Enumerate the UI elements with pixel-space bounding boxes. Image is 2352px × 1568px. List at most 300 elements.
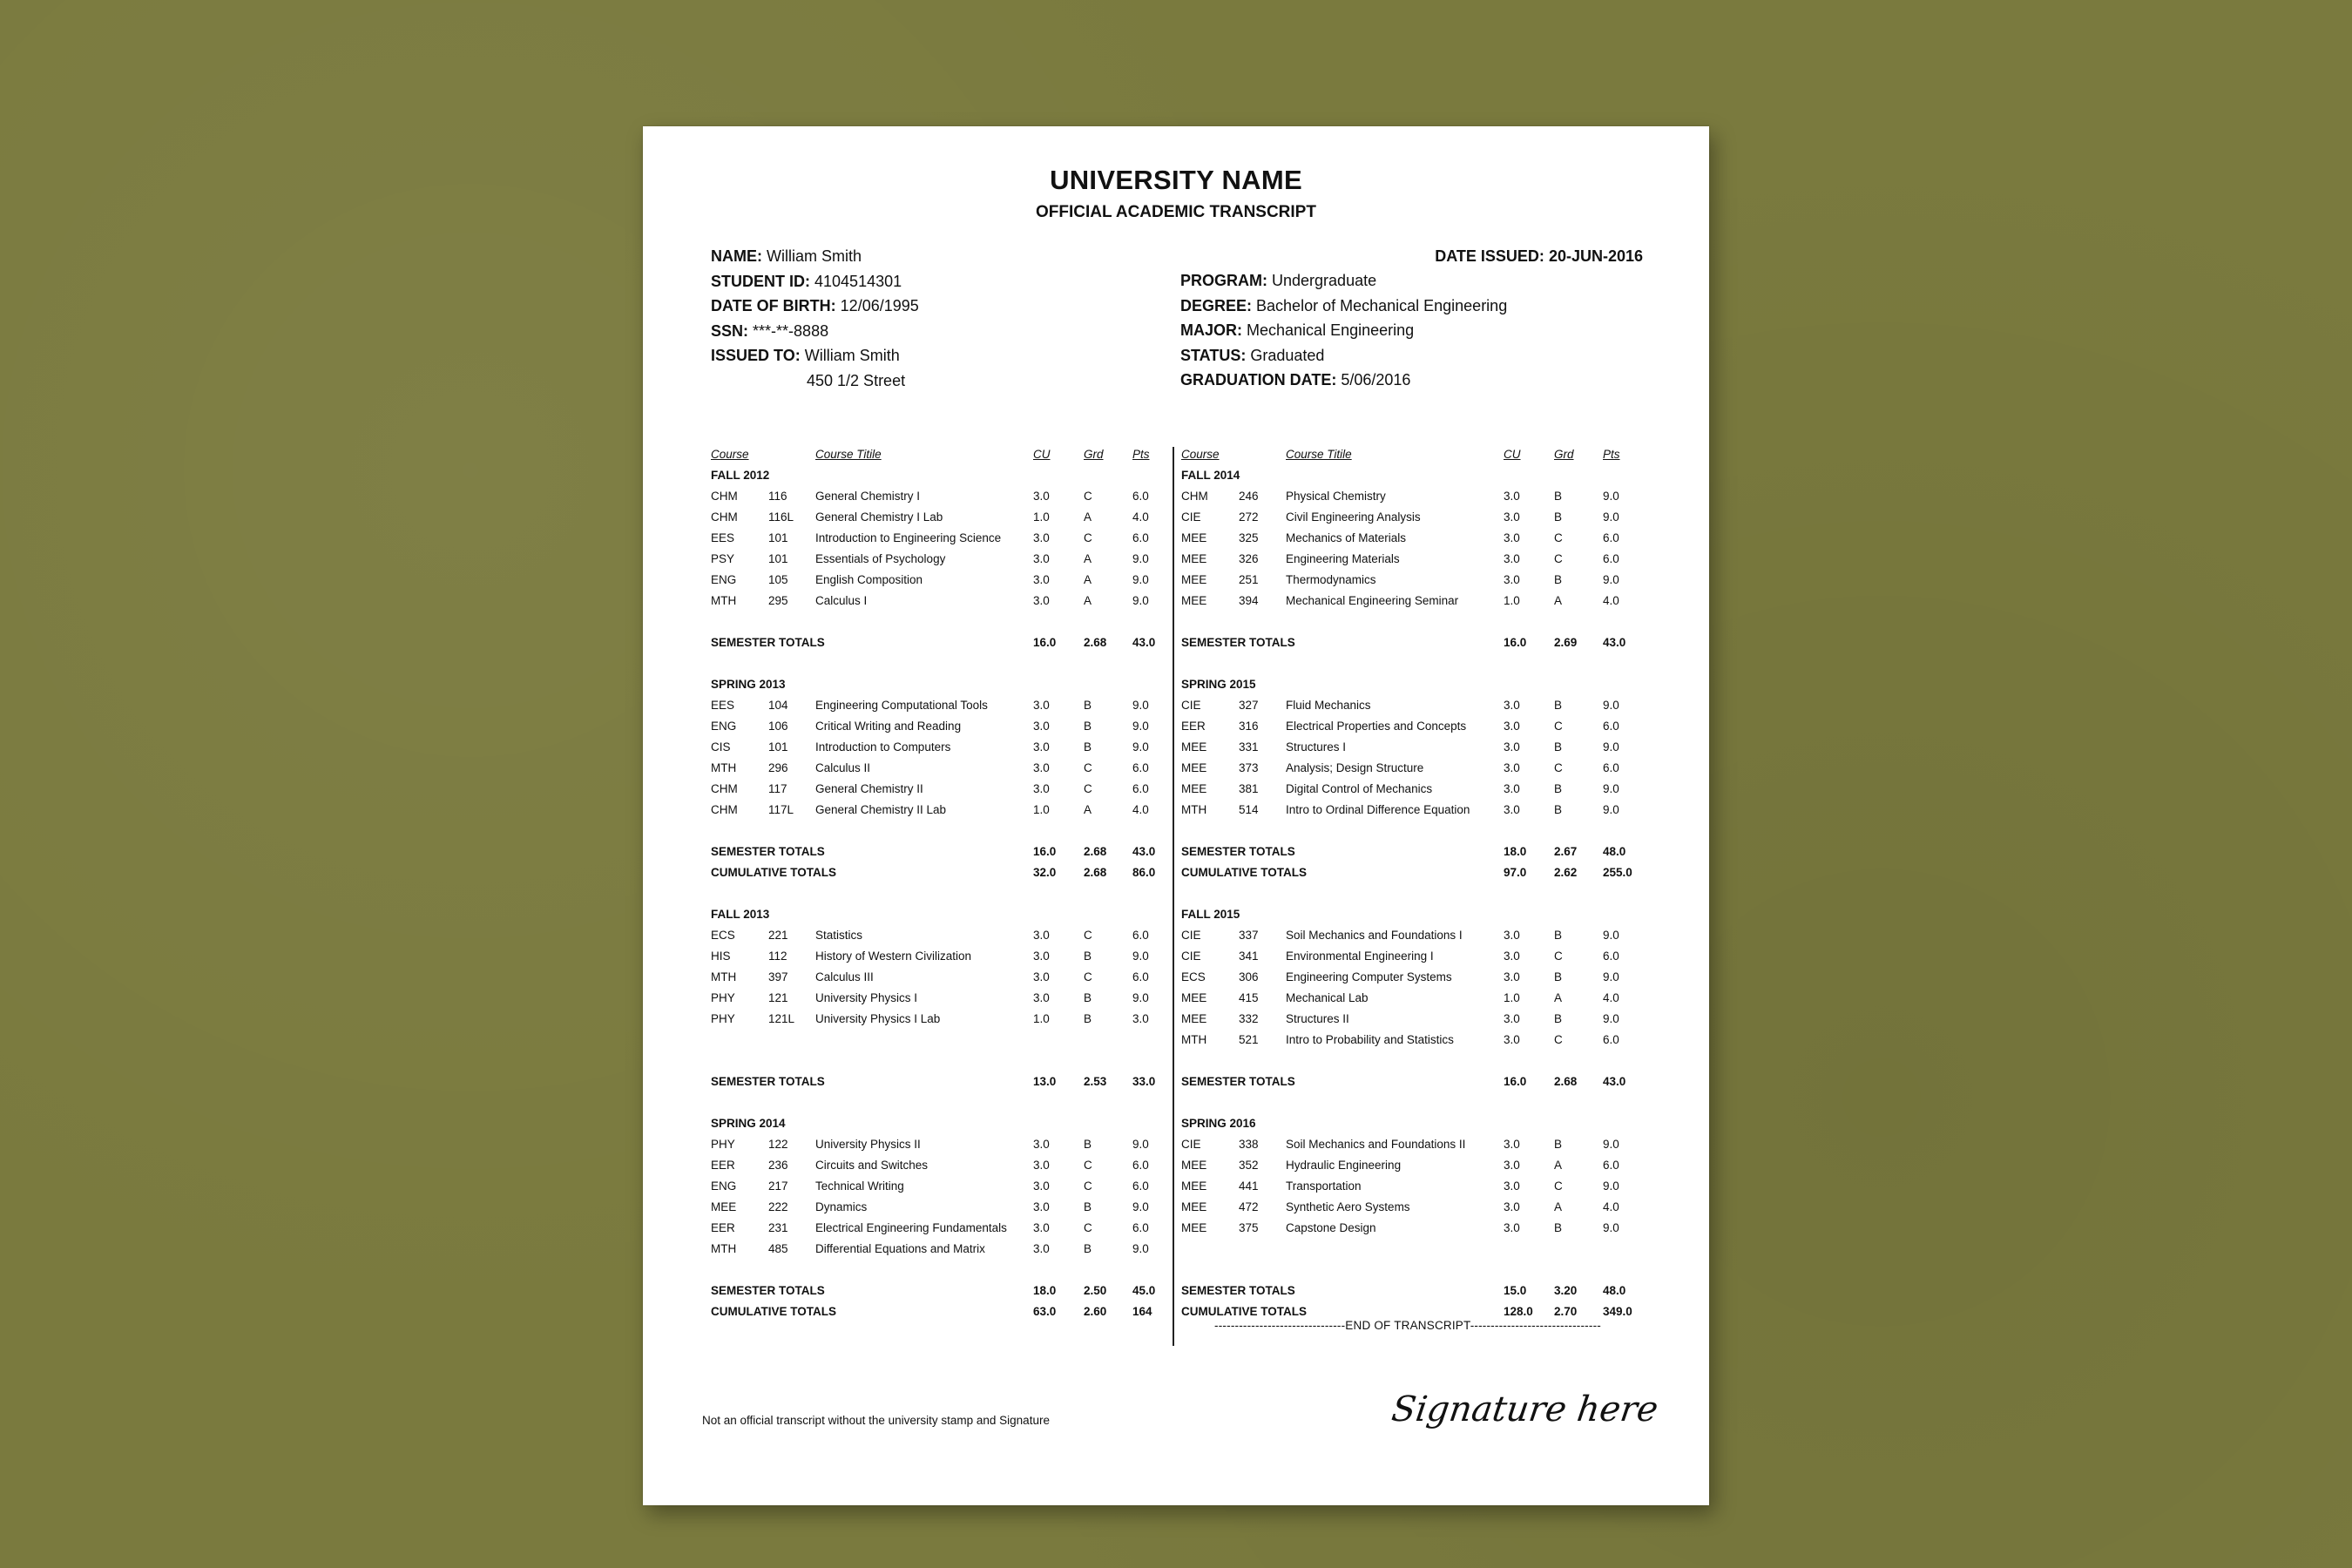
course-grade: C xyxy=(1554,761,1563,774)
course-points: 6.0 xyxy=(1603,1159,1619,1172)
totals-points: 255.0 xyxy=(1603,866,1632,879)
course-points: 9.0 xyxy=(1603,510,1619,524)
course-cu: 3.0 xyxy=(1033,720,1050,733)
course-row xyxy=(1181,779,1634,800)
course-row xyxy=(1181,1134,1634,1155)
term-heading xyxy=(711,674,1164,695)
course-row xyxy=(711,967,1164,988)
totals-label: SEMESTER TOTALS xyxy=(1181,845,1295,858)
course-subject: ENG xyxy=(711,1179,737,1193)
course-number: 122 xyxy=(768,1138,788,1151)
course-cu: 1.0 xyxy=(1033,510,1050,524)
dob-row: DATE OF BIRTH: 12/06/1995 xyxy=(711,297,919,315)
totals-gpa: 2.60 xyxy=(1084,1305,1107,1318)
totals-gpa: 2.68 xyxy=(1084,636,1107,649)
course-row xyxy=(711,486,1164,507)
course-cu: 3.0 xyxy=(1504,699,1520,712)
column-divider xyxy=(1173,447,1174,1346)
spacer xyxy=(1181,653,1634,674)
course-title: Dynamics xyxy=(815,1200,868,1213)
course-row xyxy=(1181,1218,1634,1239)
course-grade: C xyxy=(1084,761,1092,774)
course-subject: EER xyxy=(711,1221,735,1234)
transcript-document xyxy=(643,126,1709,1505)
course-title: Soil Mechanics and Foundations II xyxy=(1286,1138,1466,1151)
totals-cu: 18.0 xyxy=(1033,1284,1057,1297)
header-grd: Grd xyxy=(1084,448,1104,461)
spacer xyxy=(1181,1239,1634,1260)
course-grade: B xyxy=(1554,740,1563,754)
course-row xyxy=(711,988,1164,1009)
header-course: Course xyxy=(1181,448,1220,461)
course-row xyxy=(1181,800,1634,821)
course-subject: ECS xyxy=(1181,970,1206,983)
course-number: 331 xyxy=(1239,740,1259,754)
graduation-date: 5/06/2016 xyxy=(1341,371,1411,389)
course-subject: MEE xyxy=(1181,1159,1207,1172)
course-number: 397 xyxy=(768,970,788,983)
course-grade: C xyxy=(1554,552,1563,565)
spacer xyxy=(1181,821,1634,841)
course-title: General Chemistry II Lab xyxy=(815,803,947,816)
totals-label: SEMESTER TOTALS xyxy=(711,845,825,858)
program: Undergraduate xyxy=(1272,272,1377,289)
course-row xyxy=(711,946,1164,967)
course-title: English Composition xyxy=(815,573,923,586)
term-name: SPRING 2014 xyxy=(711,1117,786,1130)
course-title: Calculus II xyxy=(815,761,871,774)
course-cu: 3.0 xyxy=(1033,950,1050,963)
course-title: University Physics I xyxy=(815,991,918,1004)
totals-cu: 32.0 xyxy=(1033,866,1057,879)
course-number: 217 xyxy=(768,1179,788,1193)
course-title: Structures I xyxy=(1286,740,1347,754)
header-title: Course Titile xyxy=(815,448,882,461)
course-number: 316 xyxy=(1239,720,1259,733)
course-subject: CIE xyxy=(1181,699,1201,712)
course-title: Fluid Mechanics xyxy=(1286,699,1371,712)
course-number: 472 xyxy=(1239,1200,1259,1213)
course-title: Civil Engineering Analysis xyxy=(1286,510,1421,524)
course-grade: B xyxy=(1084,1138,1092,1151)
totals-row xyxy=(1181,632,1634,653)
totals-row xyxy=(1181,1071,1634,1092)
issued-to: William Smith xyxy=(804,347,900,365)
course-points: 6.0 xyxy=(1132,761,1149,774)
course-subject: MEE xyxy=(1181,1012,1207,1025)
course-cu: 3.0 xyxy=(1504,1200,1520,1213)
course-title: General Chemistry II xyxy=(815,782,923,795)
course-grade: B xyxy=(1554,490,1563,503)
course-points: 9.0 xyxy=(1132,594,1149,607)
course-points: 9.0 xyxy=(1603,1221,1619,1234)
course-points: 6.0 xyxy=(1132,490,1149,503)
course-number: 251 xyxy=(1239,573,1259,586)
totals-points: 86.0 xyxy=(1132,866,1156,879)
spacer xyxy=(1181,1051,1634,1071)
totals-points: 349.0 xyxy=(1603,1305,1632,1318)
course-row xyxy=(711,925,1164,946)
term-heading xyxy=(711,465,1164,486)
totals-label: SEMESTER TOTALS xyxy=(1181,1284,1295,1297)
course-points: 9.0 xyxy=(1132,991,1149,1004)
course-number: 441 xyxy=(1239,1179,1259,1193)
course-number: 105 xyxy=(768,573,788,586)
course-row xyxy=(1181,1155,1634,1176)
course-cu: 3.0 xyxy=(1504,761,1520,774)
course-points: 4.0 xyxy=(1132,510,1149,524)
header-cu: CU xyxy=(1504,448,1521,461)
header-title: Course Titile xyxy=(1286,448,1352,461)
course-cu: 3.0 xyxy=(1504,1012,1520,1025)
course-title: University Physics I Lab xyxy=(815,1012,941,1025)
totals-row xyxy=(711,841,1164,862)
totals-row xyxy=(1181,841,1634,862)
totals-gpa: 2.68 xyxy=(1084,866,1107,879)
course-grade: B xyxy=(1084,740,1092,754)
course-grade: A xyxy=(1554,1159,1563,1172)
course-subject: MEE xyxy=(1181,761,1207,774)
course-cu: 3.0 xyxy=(1033,1179,1050,1193)
course-number: 101 xyxy=(768,740,788,754)
course-cu: 3.0 xyxy=(1033,782,1050,795)
course-cu: 3.0 xyxy=(1504,573,1520,586)
course-points: 6.0 xyxy=(1132,970,1149,983)
column-header-row xyxy=(1181,444,1634,465)
course-number: 415 xyxy=(1239,991,1259,1004)
header-course: Course xyxy=(711,448,749,461)
course-subject: MTH xyxy=(711,970,737,983)
course-row xyxy=(711,1155,1164,1176)
course-grade: A xyxy=(1084,594,1092,607)
course-title: Transportation xyxy=(1286,1179,1362,1193)
course-cu: 3.0 xyxy=(1504,1138,1520,1151)
course-grade: B xyxy=(1554,1221,1563,1234)
course-points: 9.0 xyxy=(1603,490,1619,503)
course-grade: C xyxy=(1554,1179,1563,1193)
totals-cu: 16.0 xyxy=(1033,845,1057,858)
course-number: 514 xyxy=(1239,803,1259,816)
course-title: Structures II xyxy=(1286,1012,1349,1025)
course-cu: 3.0 xyxy=(1504,740,1520,754)
course-number: 325 xyxy=(1239,531,1259,544)
course-subject: MEE xyxy=(1181,782,1207,795)
course-cu: 3.0 xyxy=(1504,1221,1520,1234)
course-subject: MTH xyxy=(711,761,737,774)
course-points: 6.0 xyxy=(1132,531,1149,544)
course-cu: 3.0 xyxy=(1033,594,1050,607)
term-heading xyxy=(1181,465,1634,486)
course-points: 9.0 xyxy=(1603,929,1619,942)
course-title: Physical Chemistry xyxy=(1286,490,1386,503)
course-title: Differential Equations and Matrix xyxy=(815,1242,985,1255)
course-points: 4.0 xyxy=(1603,1200,1619,1213)
spacer xyxy=(711,1051,1164,1071)
course-row xyxy=(1181,946,1634,967)
program-info xyxy=(1180,268,1507,393)
term-heading xyxy=(1181,674,1634,695)
course-title: Thermodynamics xyxy=(1286,573,1376,586)
course-row xyxy=(711,1197,1164,1218)
course-title: Technical Writing xyxy=(815,1179,904,1193)
course-points: 6.0 xyxy=(1132,1179,1149,1193)
spacer xyxy=(711,883,1164,904)
course-title: Mechanical Engineering Seminar xyxy=(1286,594,1459,607)
course-number: 381 xyxy=(1239,782,1259,795)
course-title: Synthetic Aero Systems xyxy=(1286,1200,1410,1213)
graduation-row: GRADUATION DATE: 5/06/2016 xyxy=(1180,371,1411,389)
course-title: Engineering Computer Systems xyxy=(1286,970,1452,983)
totals-gpa: 2.53 xyxy=(1084,1075,1107,1088)
course-number: 521 xyxy=(1239,1033,1259,1046)
course-title: Engineering Computational Tools xyxy=(815,699,988,712)
course-subject: ENG xyxy=(711,720,737,733)
course-grade: B xyxy=(1554,699,1563,712)
course-grade: B xyxy=(1554,1138,1563,1151)
course-subject: CIE xyxy=(1181,929,1201,942)
course-row xyxy=(711,779,1164,800)
signature: Signature here xyxy=(1389,1389,1661,1429)
course-subject: MTH xyxy=(1181,1033,1207,1046)
course-number: 121L xyxy=(768,1012,795,1025)
term-heading xyxy=(1181,904,1634,925)
course-cu: 3.0 xyxy=(1033,1242,1050,1255)
course-subject: MEE xyxy=(1181,1221,1207,1234)
date-issued: 20-JUN-2016 xyxy=(1548,247,1643,265)
course-grade: C xyxy=(1084,970,1092,983)
course-number: 295 xyxy=(768,594,788,607)
course-cu: 1.0 xyxy=(1033,803,1050,816)
major-row: MAJOR: Mechanical Engineering xyxy=(1180,321,1415,340)
course-row xyxy=(711,1009,1164,1030)
term-name: FALL 2013 xyxy=(711,908,770,921)
totals-cu: 15.0 xyxy=(1504,1284,1527,1297)
course-number: 106 xyxy=(768,720,788,733)
course-row xyxy=(711,1176,1164,1197)
course-row xyxy=(1181,486,1634,507)
term-name: SPRING 2013 xyxy=(711,678,786,691)
course-title: Electrical Properties and Concepts xyxy=(1286,720,1467,733)
totals-points: 43.0 xyxy=(1132,636,1156,649)
course-points: 6.0 xyxy=(1603,531,1619,544)
course-grade: A xyxy=(1084,510,1092,524)
course-column-left xyxy=(711,444,1164,1322)
course-subject: PHY xyxy=(711,1138,735,1151)
course-grade: A xyxy=(1084,803,1092,816)
course-grade: C xyxy=(1084,1179,1092,1193)
student-id: 4104514301 xyxy=(814,272,902,290)
totals-gpa: 2.50 xyxy=(1084,1284,1107,1297)
course-points: 6.0 xyxy=(1132,782,1149,795)
course-title: Intro to Probability and Statistics xyxy=(1286,1033,1454,1046)
course-cu: 3.0 xyxy=(1504,490,1520,503)
address: 450 1/2 Street xyxy=(807,371,906,389)
totals-label: CUMULATIVE TOTALS xyxy=(711,866,836,879)
status-row: STATUS: Graduated xyxy=(1180,346,1325,364)
header-cu: CU xyxy=(1033,448,1051,461)
course-grade: B xyxy=(1084,991,1092,1004)
course-points: 9.0 xyxy=(1132,720,1149,733)
course-number: 116 xyxy=(768,490,787,503)
totals-cu: 16.0 xyxy=(1504,1075,1527,1088)
term-name: FALL 2014 xyxy=(1181,469,1240,482)
course-number: 101 xyxy=(768,531,788,544)
course-points: 9.0 xyxy=(1603,740,1619,754)
course-cu: 3.0 xyxy=(1504,803,1520,816)
major: Mechanical Engineering xyxy=(1247,321,1415,340)
course-points: 9.0 xyxy=(1603,970,1619,983)
course-subject: MEE xyxy=(1181,531,1207,544)
course-cu: 3.0 xyxy=(1504,1179,1520,1193)
course-cu: 3.0 xyxy=(1033,1159,1050,1172)
totals-gpa: 3.20 xyxy=(1554,1284,1578,1297)
course-subject: MEE xyxy=(1181,1179,1207,1193)
course-cu: 3.0 xyxy=(1033,552,1050,565)
spacer xyxy=(1181,612,1634,632)
course-number: 327 xyxy=(1239,699,1259,712)
course-title: Engineering Materials xyxy=(1286,552,1400,565)
course-grade: B xyxy=(1554,510,1563,524)
course-subject: MEE xyxy=(1181,1200,1207,1213)
course-row xyxy=(711,591,1164,612)
course-cu: 3.0 xyxy=(1504,720,1520,733)
course-row xyxy=(1181,737,1634,758)
course-grade: B xyxy=(1554,970,1563,983)
course-title: Soil Mechanics and Foundations I xyxy=(1286,929,1463,942)
course-cu: 3.0 xyxy=(1033,1138,1050,1151)
course-number: 485 xyxy=(768,1242,788,1255)
totals-cu: 18.0 xyxy=(1504,845,1527,858)
totals-cu: 128.0 xyxy=(1504,1305,1533,1318)
course-row xyxy=(1181,695,1634,716)
spacer xyxy=(711,821,1164,841)
spacer xyxy=(711,1030,1164,1051)
course-title: University Physics II xyxy=(815,1138,921,1151)
course-number: 306 xyxy=(1239,970,1259,983)
course-row xyxy=(1181,1176,1634,1197)
course-points: 4.0 xyxy=(1603,594,1619,607)
course-points: 9.0 xyxy=(1132,740,1149,754)
spacer xyxy=(1181,1260,1634,1281)
course-number: 332 xyxy=(1239,1012,1259,1025)
course-row xyxy=(711,507,1164,528)
term-heading xyxy=(711,904,1164,925)
course-points: 6.0 xyxy=(1603,552,1619,565)
course-subject: MEE xyxy=(1181,740,1207,754)
totals-label: CUMULATIVE TOTALS xyxy=(711,1305,836,1318)
course-row xyxy=(711,1134,1164,1155)
course-grade: B xyxy=(1084,1242,1092,1255)
course-row xyxy=(1181,528,1634,549)
course-cu: 3.0 xyxy=(1033,573,1050,586)
term-heading xyxy=(1181,1113,1634,1134)
ssn-row: SSN: ***-**-8888 xyxy=(711,321,829,340)
course-points: 9.0 xyxy=(1132,950,1149,963)
course-subject: MTH xyxy=(711,594,737,607)
course-subject: PSY xyxy=(711,552,735,565)
totals-label: SEMESTER TOTALS xyxy=(711,1284,825,1297)
course-grade: A xyxy=(1554,594,1563,607)
course-number: 337 xyxy=(1239,929,1259,942)
header-grd: Grd xyxy=(1554,448,1574,461)
course-points: 9.0 xyxy=(1132,1138,1149,1151)
course-title: Mechanics of Materials xyxy=(1286,531,1407,544)
course-points: 4.0 xyxy=(1603,991,1619,1004)
course-points: 9.0 xyxy=(1603,1138,1619,1151)
course-title: General Chemistry I xyxy=(815,490,921,503)
course-grade: B xyxy=(1084,1200,1092,1213)
course-title: Intro to Ordinal Difference Equation xyxy=(1286,803,1470,816)
ssn: ***-**-8888 xyxy=(753,321,829,340)
totals-points: 33.0 xyxy=(1132,1075,1156,1088)
course-points: 6.0 xyxy=(1603,720,1619,733)
course-number: 236 xyxy=(768,1159,788,1172)
course-subject: MEE xyxy=(1181,573,1207,586)
course-subject: CHM xyxy=(711,803,738,816)
course-points: 9.0 xyxy=(1132,552,1149,565)
course-subject: EES xyxy=(711,531,735,544)
student-name: William Smith xyxy=(767,247,862,265)
course-subject: HIS xyxy=(711,950,731,963)
course-number: 296 xyxy=(768,761,788,774)
course-subject: MEE xyxy=(711,1200,737,1213)
course-cu: 3.0 xyxy=(1033,970,1050,983)
course-row xyxy=(711,800,1164,821)
student-info xyxy=(711,244,919,394)
totals-points: 48.0 xyxy=(1603,845,1626,858)
course-subject: EER xyxy=(711,1159,735,1172)
totals-points: 164 xyxy=(1132,1305,1152,1318)
course-cu: 3.0 xyxy=(1504,950,1520,963)
course-grade: A xyxy=(1084,573,1092,586)
course-number: 272 xyxy=(1239,510,1259,524)
totals-row xyxy=(1181,862,1634,883)
course-points: 9.0 xyxy=(1603,1012,1619,1025)
course-points: 9.0 xyxy=(1132,699,1149,712)
course-grade: B xyxy=(1084,1012,1092,1025)
course-points: 6.0 xyxy=(1132,1159,1149,1172)
spacer xyxy=(711,653,1164,674)
course-number: 104 xyxy=(768,699,788,712)
course-grade: A xyxy=(1554,1200,1563,1213)
degree-row: DEGREE: Bachelor of Mechanical Engineering xyxy=(1180,296,1508,314)
course-grade: C xyxy=(1554,531,1563,544)
course-number: 101 xyxy=(768,552,788,565)
course-grade: C xyxy=(1084,782,1092,795)
term-name: FALL 2012 xyxy=(711,469,770,482)
course-cu: 3.0 xyxy=(1504,970,1520,983)
course-cu: 3.0 xyxy=(1033,531,1050,544)
course-row xyxy=(711,716,1164,737)
course-row xyxy=(1181,758,1634,779)
course-points: 6.0 xyxy=(1132,1221,1149,1234)
header-pts: Pts xyxy=(1132,448,1150,461)
course-row xyxy=(711,528,1164,549)
totals-points: 43.0 xyxy=(1603,1075,1626,1088)
course-row xyxy=(1181,967,1634,988)
totals-label: CUMULATIVE TOTALS xyxy=(1181,1305,1307,1318)
course-points: 4.0 xyxy=(1132,803,1149,816)
course-points: 9.0 xyxy=(1603,803,1619,816)
totals-gpa: 2.68 xyxy=(1084,845,1107,858)
totals-points: 48.0 xyxy=(1603,1284,1626,1297)
course-cu: 3.0 xyxy=(1033,929,1050,942)
totals-points: 43.0 xyxy=(1603,636,1626,649)
totals-cu: 16.0 xyxy=(1033,636,1057,649)
course-grade: C xyxy=(1084,531,1092,544)
course-subject: EER xyxy=(1181,720,1206,733)
course-cu: 3.0 xyxy=(1504,531,1520,544)
